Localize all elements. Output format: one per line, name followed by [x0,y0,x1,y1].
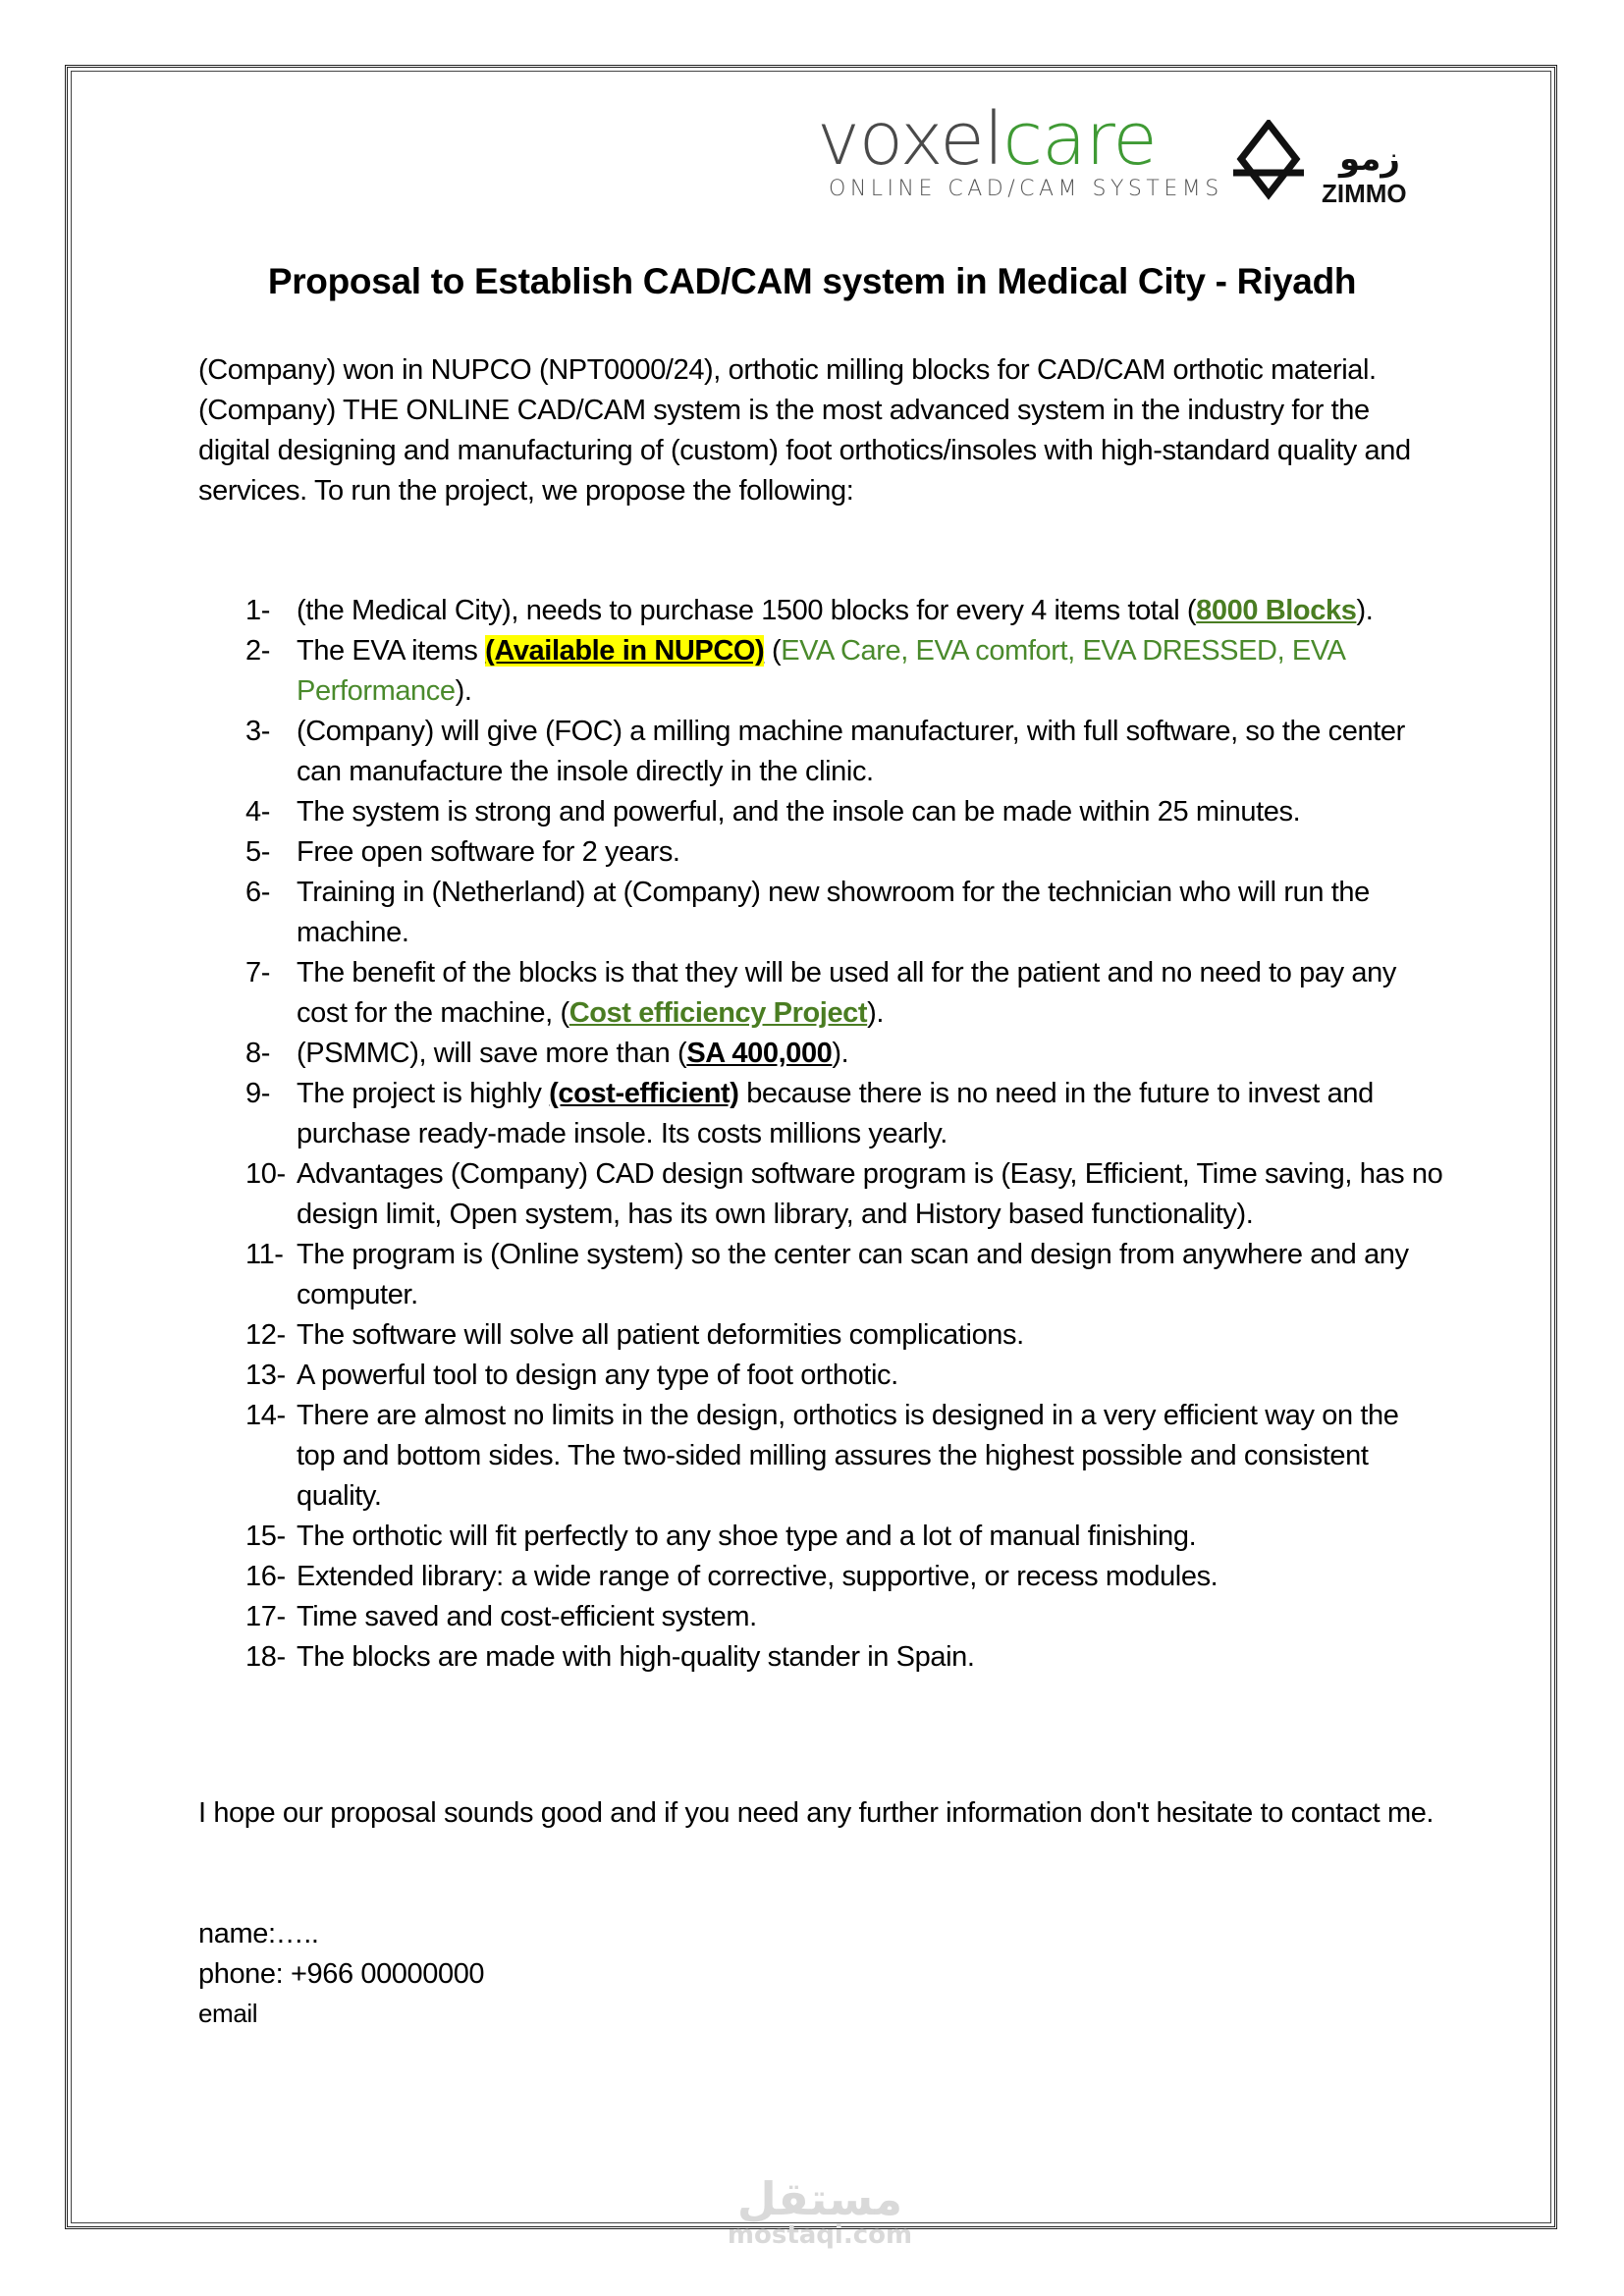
list-item [245,1235,1443,1315]
item-text: Time saved and cost-efficient system. [297,1601,757,1632]
item-text: The blocks are made with high-quality stander in Spain. [297,1641,975,1673]
list-number: 11- [245,1239,284,1270]
logo-wordmark [817,97,1157,182]
list-number: 16- [245,1561,286,1592]
list-item [245,631,1443,712]
list-number: 6- [245,877,270,908]
list-number: 13- [245,1360,286,1391]
proposal-list [245,591,1443,1678]
list-number: 10- [245,1158,286,1190]
list-item [245,1074,1443,1154]
contact-email: email [198,1999,258,2028]
item-text: The system is strong and powerful, and the insole can be made within 25 minutes. [297,796,1301,828]
mostaqi-watermark [707,2169,933,2258]
closing [198,1793,1435,1834]
item-text-end: ). [455,675,472,707]
watermark-arabic: مستقل [736,2172,903,2225]
list-number: 3- [245,716,270,747]
savings-amount: SA 400,000 [686,1038,833,1069]
list-item [245,1597,1443,1637]
item-text: The program is (Online system) so the center can scan and design from anywhere and any computer. [297,1239,1409,1310]
item-text: The software will solve all patient deformities complications. [297,1319,1024,1351]
logo-arabic-name: زمو [1339,139,1400,179]
item-text: The project is highly [297,1078,550,1109]
contact-block [198,1914,484,2032]
list-number: 15- [245,1521,286,1552]
list-number: 14- [245,1400,286,1431]
list-item [245,792,1443,832]
item-text: (the Medical City), needs to purchase 1500 blocks for every 4 items total ( [297,595,1197,626]
list-item [245,953,1443,1034]
logo-word-care: care [1002,97,1157,182]
list-number: 1- [245,595,270,626]
item-text: Advantages (Company) CAD design software program is (Easy, Efficient, Time saving, has no design limit, Open system, has its own library, and History based functionality). [297,1158,1443,1230]
cost-efficient-emphasis: (cost-efficient) [549,1078,739,1109]
list-number: 17- [245,1601,286,1632]
intro-paragraph-2: (Company) THE ONLINE CAD/CAM system is the most advanced system in the industry for the digital designing and manufacturing of (custom) foot orthotics/insoles with high-standard quality and services. To run the project, we propose the following: [198,395,1411,507]
eva-items: EVA Care, EVA comfort, EVA DRESSED, EVA Performance [297,635,1344,707]
list-number: 8- [245,1038,270,1069]
item-text-end: because there is no need in the future to invest and purchase ready-made insole. Its costs millions yearly. [297,1078,1374,1149]
page-title: Proposal to Establish CAD/CAM system in Medical City - Riyadh [267,261,1357,301]
logo-tagline: ONLINE CAD/CAM SYSTEMS [829,177,1223,201]
list-item [245,1517,1443,1557]
list-item [245,1557,1443,1597]
list-item [245,873,1443,953]
highlighted-availability: (Available in NUPCO) [485,635,765,667]
watermark-latin: mostaqi.com [727,2220,913,2250]
item-text: Extended library: a wide range of corrective, supportive, or recess modules. [297,1561,1218,1592]
list-item [245,1356,1443,1396]
contact-phone: phone: +966 00000000 [198,1958,485,1990]
diamond-logo-icon [1233,120,1304,200]
item-text: There are almost no limits in the design, orthotics is designed in a very efficient way on the top and bottom sides. The two-sided milling assures the highest possible and consistent quality. [297,1400,1399,1512]
item-text: Training in (Netherland) at (Company) new showroom for the technician who will run the machine. [297,877,1370,948]
list-item [245,1315,1443,1356]
logo-zimmo: ZIMMO [1322,179,1407,208]
blocks-total: 8000 Blocks [1196,595,1357,626]
item-text: The benefit of the blocks is that they will be used all for the patient and no need to pay any cost for the machine, ( [297,957,1396,1029]
item-text: Free open software for 2 years. [297,836,680,868]
cost-efficiency-project: Cost efficiency Project [568,997,868,1029]
list-item [245,1396,1443,1517]
list-item [245,1154,1443,1235]
intro [198,350,1435,511]
item-text: (Company) will give (FOC) a milling machine manufacturer, with full software, so the center can manufacture the insole directly in the clinic. [297,716,1405,787]
item-text: The orthotic will fit perfectly to any shoe type and a lot of manual finishing. [297,1521,1197,1552]
list-number: 9- [245,1078,270,1109]
item-text-end: ). [867,997,885,1029]
list-item [245,1034,1443,1074]
item-text: (PSMMC), will save more than ( [297,1038,687,1069]
list-number: 5- [245,836,270,868]
item-text-end: ). [1356,595,1374,626]
intro-paragraph-1: (Company) won in NUPCO (NPT0000/24), orthotic milling blocks for CAD/CAM orthotic material. [198,354,1377,386]
item-text: A powerful tool to design any type of foot orthotic. [297,1360,898,1391]
closing-paragraph: I hope our proposal sounds good and if you need any further information don't hesitate to contact me. [198,1797,1435,1829]
list-number: 7- [245,957,270,988]
voxelcare-zimmo-logo [817,97,1445,208]
list-number: 18- [245,1641,286,1673]
item-text-end: ). [832,1038,849,1069]
list-number: 12- [245,1319,286,1351]
item-text: The EVA items [297,635,486,667]
list-number: 2- [245,635,270,667]
list-item [245,1637,1443,1678]
contact-name: name:….. [198,1918,319,1949]
logo-word-voxel: voxel [817,97,1003,182]
list-item [245,591,1443,631]
list-item [245,712,1443,792]
list-item [245,832,1443,873]
list-number: 4- [245,796,270,828]
item-text-mid: ( [764,635,782,667]
